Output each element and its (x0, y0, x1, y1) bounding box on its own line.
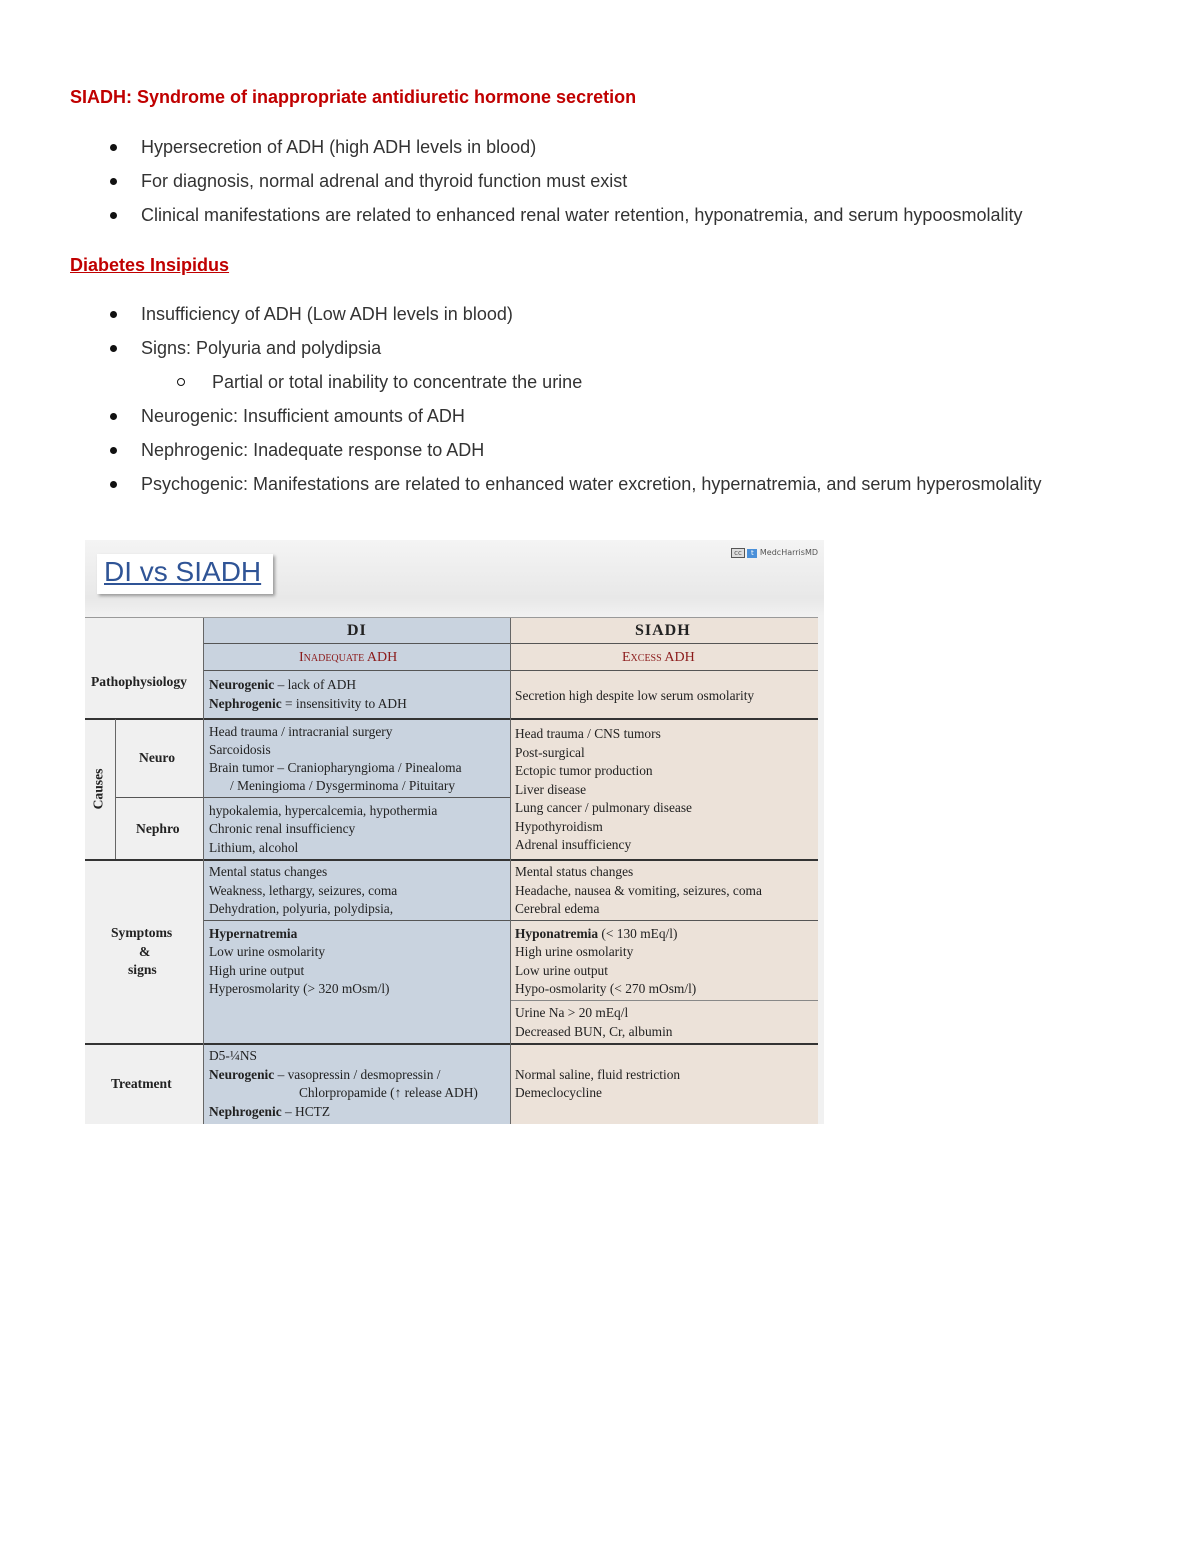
row-label-pathophysiology: Pathophysiology (91, 674, 187, 689)
row-label-neuro: Neuro (139, 750, 175, 765)
grid-line (85, 617, 818, 618)
list-item: Psychogenic: Manifestations are related to enhanced water excretion, hypernatremia, and serum hyperosmolality (0, 473, 1041, 507)
twitter-icon: t (747, 549, 757, 558)
siadh-lab: Decreased BUN, Cr, albumin (515, 1024, 673, 1039)
di-treatment: Nephrogenic – HCTZ (209, 1104, 331, 1119)
siadh-heading: SIADH: Syndrome of inappropriate antidiuretic hormone secretion (70, 87, 637, 107)
row-label-causes: Causes (90, 768, 106, 810)
siadh-cause: Head trauma / CNS tumors (515, 726, 661, 741)
di-sign: Hyperosmolarity (> 320 mOsm/l) (209, 981, 390, 996)
row-label-symptoms-amp: & (139, 944, 151, 959)
di-patho-nephrogenic: Nephrogenic = insensitivity to ADH (209, 696, 407, 711)
bullet-icon (110, 178, 117, 185)
list-item: Neurogenic: Insufficient amounts of ADH (0, 405, 1041, 439)
siadh-lab: Urine Na > 20 mEq/l (515, 1005, 629, 1020)
di-column-header: DI (347, 622, 367, 639)
row-label-signs: signs (128, 962, 157, 977)
di-symptom: Dehydration, polyuria, polydipsia, (209, 901, 394, 916)
siadh-treatment: Demeclocycline (515, 1085, 602, 1100)
grid-line (85, 859, 818, 861)
siadh-cause: Lung cancer / pulmonary disease (515, 800, 692, 815)
bullet-icon (110, 212, 117, 219)
siadh-sign-hyponatremia: Hyponatremia (< 130 mEq/l) (515, 926, 678, 941)
slide-title: DI vs SIADH (104, 556, 262, 587)
siadh-sign: High urine osmolarity (515, 944, 634, 959)
row-label-symptoms: Symptoms (111, 925, 173, 940)
grid-line (115, 797, 510, 798)
di-heading: Diabetes Insipidus (70, 255, 230, 275)
row-label-treatment: Treatment (111, 1076, 172, 1091)
bullet-icon (110, 311, 117, 318)
siadh-treatment: Normal saline, fluid restriction (515, 1067, 681, 1082)
label-column-bg (85, 618, 203, 1124)
siadh-cause: Hypothyroidism (515, 819, 603, 834)
di-treatment: D5-¼NS (209, 1048, 257, 1063)
list-item: Insufficiency of ADH (Low ADH levels in blood) (0, 303, 1041, 337)
creative-commons-icon: cc (731, 548, 745, 558)
list-item: Nephrogenic: Inadequate response to ADH (0, 439, 1041, 473)
grid-line (203, 618, 204, 1124)
siadh-sign: Low urine output (515, 963, 608, 978)
row-label-nephro: Nephro (136, 821, 180, 836)
list-item: Signs: Polyuria and polydipsia (0, 337, 1041, 371)
list-item: Clinical manifestations are related to enhanced renal water retention, hyponatremia, and serum hypoosmolality (0, 204, 1022, 238)
bullet-icon (110, 481, 117, 488)
di-nephro-cause: Chronic renal insufficiency (209, 821, 356, 836)
bullet-icon (110, 345, 117, 352)
di-patho-header: Inadequate ADH (299, 650, 398, 665)
siadh-symptom: Mental status changes (515, 864, 634, 879)
siadh-symptom: Headache, nausea & vomiting, seizures, coma (515, 883, 762, 898)
di-nephro-cause: Lithium, alcohol (209, 840, 299, 855)
siadh-symptom: Cerebral edema (515, 901, 600, 916)
di-neuro-cause: Head trauma / intracranial surgery (209, 724, 393, 739)
bullet-icon (110, 447, 117, 454)
di-sign: Low urine osmolarity (209, 944, 326, 959)
di-treatment: Neurogenic – vasopressin / desmopressin / (209, 1067, 441, 1082)
di-patho-neurogenic: Neurogenic – lack of ADH (209, 677, 357, 692)
bullet-icon (110, 144, 117, 151)
di-neuro-cause: Brain tumor – Craniopharyngioma / Pinealoma (209, 760, 462, 775)
siadh-sign: Hypo-osmolarity (< 270 mOsm/l) (515, 981, 697, 996)
siadh-cause: Post-surgical (515, 745, 585, 760)
grid-line (510, 618, 511, 1124)
slide-credit: cc t MedcHarrisMD (731, 548, 818, 558)
di-vs-siadh-slide-image (85, 540, 824, 1124)
di-nephro-cause: hypokalemia, hypercalcemia, hypothermia (209, 803, 438, 818)
siadh-cause: Liver disease (515, 782, 587, 797)
siadh-patho-header: Excess ADH (622, 650, 695, 665)
list-item: Partial or total inability to concentrate the urine (0, 371, 1041, 405)
grid-line (85, 718, 818, 720)
grid-line (115, 719, 116, 859)
siadh-cause: Adrenal insufficiency (515, 837, 632, 852)
di-neuro-cause: / Meningioma / Dysgerminoma / Pituitary (230, 778, 456, 793)
slide-title-box (97, 554, 273, 594)
grid-line (85, 1043, 818, 1045)
siadh-column-header: SIADH (635, 622, 691, 639)
grid-line (510, 1000, 818, 1001)
siadh-cause: Ectopic tumor production (515, 763, 653, 778)
list-item: For diagnosis, normal adrenal and thyroid function must exist (0, 170, 1022, 204)
di-symptom: Weakness, lethargy, seizures, coma (209, 883, 398, 898)
list-item: Hypersecretion of ADH (high ADH levels in blood) (0, 136, 1022, 170)
bullet-icon (110, 413, 117, 420)
siadh-bullet-list (0, 136, 1022, 238)
di-treatment: Chlorpropamide (↑ release ADH) (299, 1085, 478, 1100)
di-sign-hypernatremia: Hypernatremia (209, 926, 298, 941)
di-sign: High urine output (209, 963, 305, 978)
siadh-patho-text: Secretion high despite low serum osmolarity (515, 688, 755, 703)
di-symptom: Mental status changes (209, 864, 328, 879)
hollow-bullet-icon (177, 378, 185, 386)
di-bullet-list (0, 303, 1041, 507)
di-neuro-cause: Sarcoidosis (209, 742, 271, 757)
